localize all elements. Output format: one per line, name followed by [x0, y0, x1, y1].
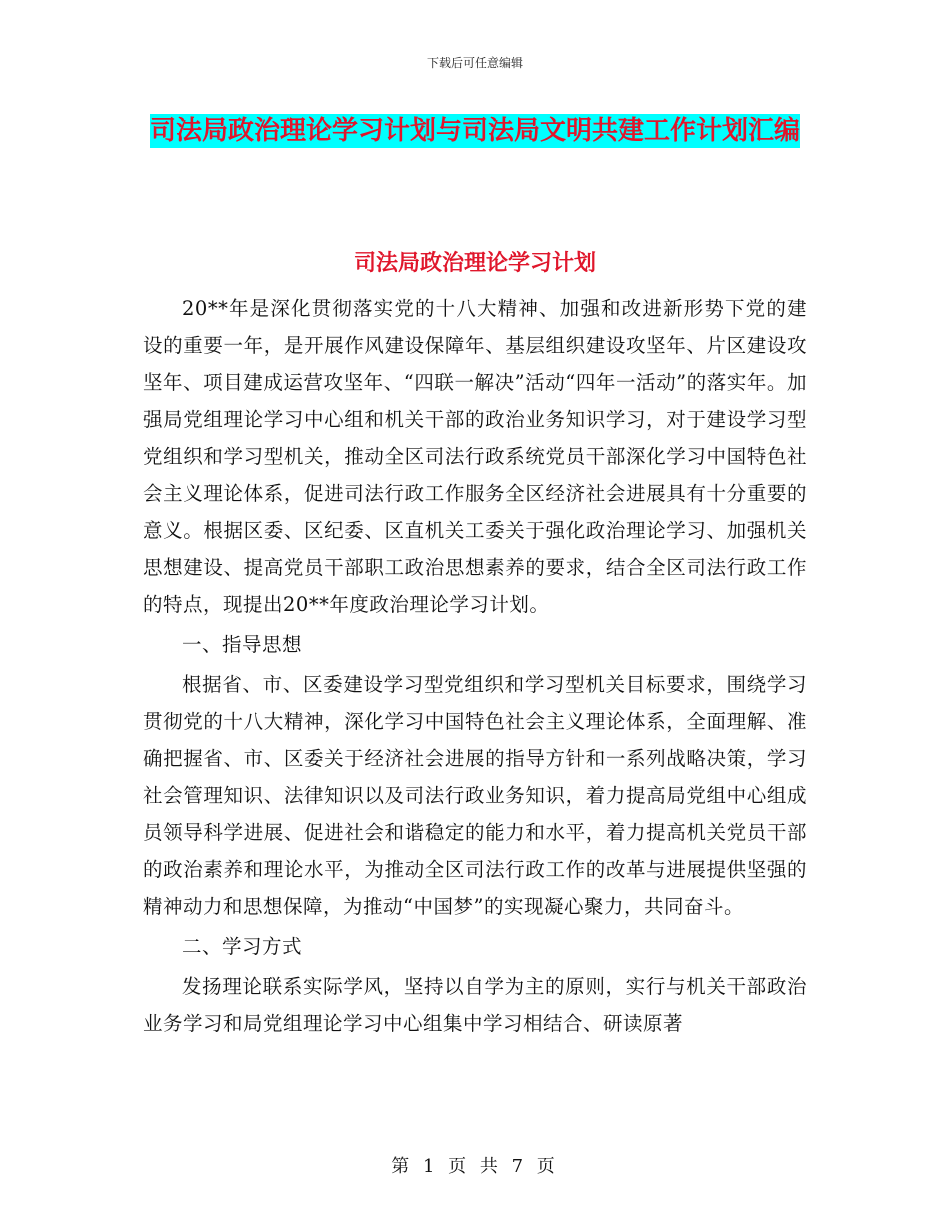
header-note: 下载后可任意编辑 [426, 56, 523, 70]
paragraph-guiding-ideology: 根据省、市、区委建设学习型党组织和学习型机关目标要求，围绕学习贯彻党的十八大精神，深化学习中国特色社会主义理论体系，全面理解、准确把握省、市、区委关于经济社会进展的指导方针和一系列战略决策，学习社会管理知识、法律知识以及司法行政业务知识，着力提高局党组中心组成员领导科学进展、促进社会和谐稳定的能力和水平，着力提高机关党员干部的政治素养和理论水平，为推动全区司法行政工作的改革与进展提供坚强的精神动力和思想保障，为推动“中国梦”的实现凝心聚力，共同奋斗。 [143, 673, 807, 918]
heading-study-method: 二、学习方式 [182, 935, 303, 958]
paragraph-intro: 20**年是深化贯彻落实党的十八大精神、加强和改进新形势下党的建设的重要一年，是开展作风建设保障年、基层组织建设攻坚年、片区建设攻坚年、项目建成运营攻坚年、“四联一解决”活动“四年一活动”的落实年。加强局党组理论学习中心组和机关干部的政治业务知识学习，对于建设学习型党组织和学习型机关，推动全区司法行政系统党员干部深化学习中国特色社会主义理论体系，促进司法行政工作服务全区经济社会进展具有十分重要的意义。根据区委、区纪委、区直机关工委关于强化政治理论学习、加强机关思想建设、提高党员干部职工政治思想素养的要求，结合全区司法行政工作的特点，现提出20**年度政治理论学习计划。 [143, 297, 807, 616]
paragraph-study-method: 发扬理论联系实际学风，坚持以自学为主的原则，实行与机关干部政治业务学习和局党组理论学习中心组集中学习相结合、研读原著 [143, 975, 807, 1035]
section-title: 司法局政治理论学习计划 [353, 251, 596, 276]
page-number-footer: 第 1 页 共 7 页 [391, 1156, 559, 1177]
document-body [143, 290, 807, 1042]
heading-guiding-ideology: 一、指导思想 [182, 633, 303, 656]
document-title-text: 司法局政治理论学习计划与司法局文明共建工作计划汇编 [149, 116, 800, 146]
document-title [142, 108, 808, 154]
